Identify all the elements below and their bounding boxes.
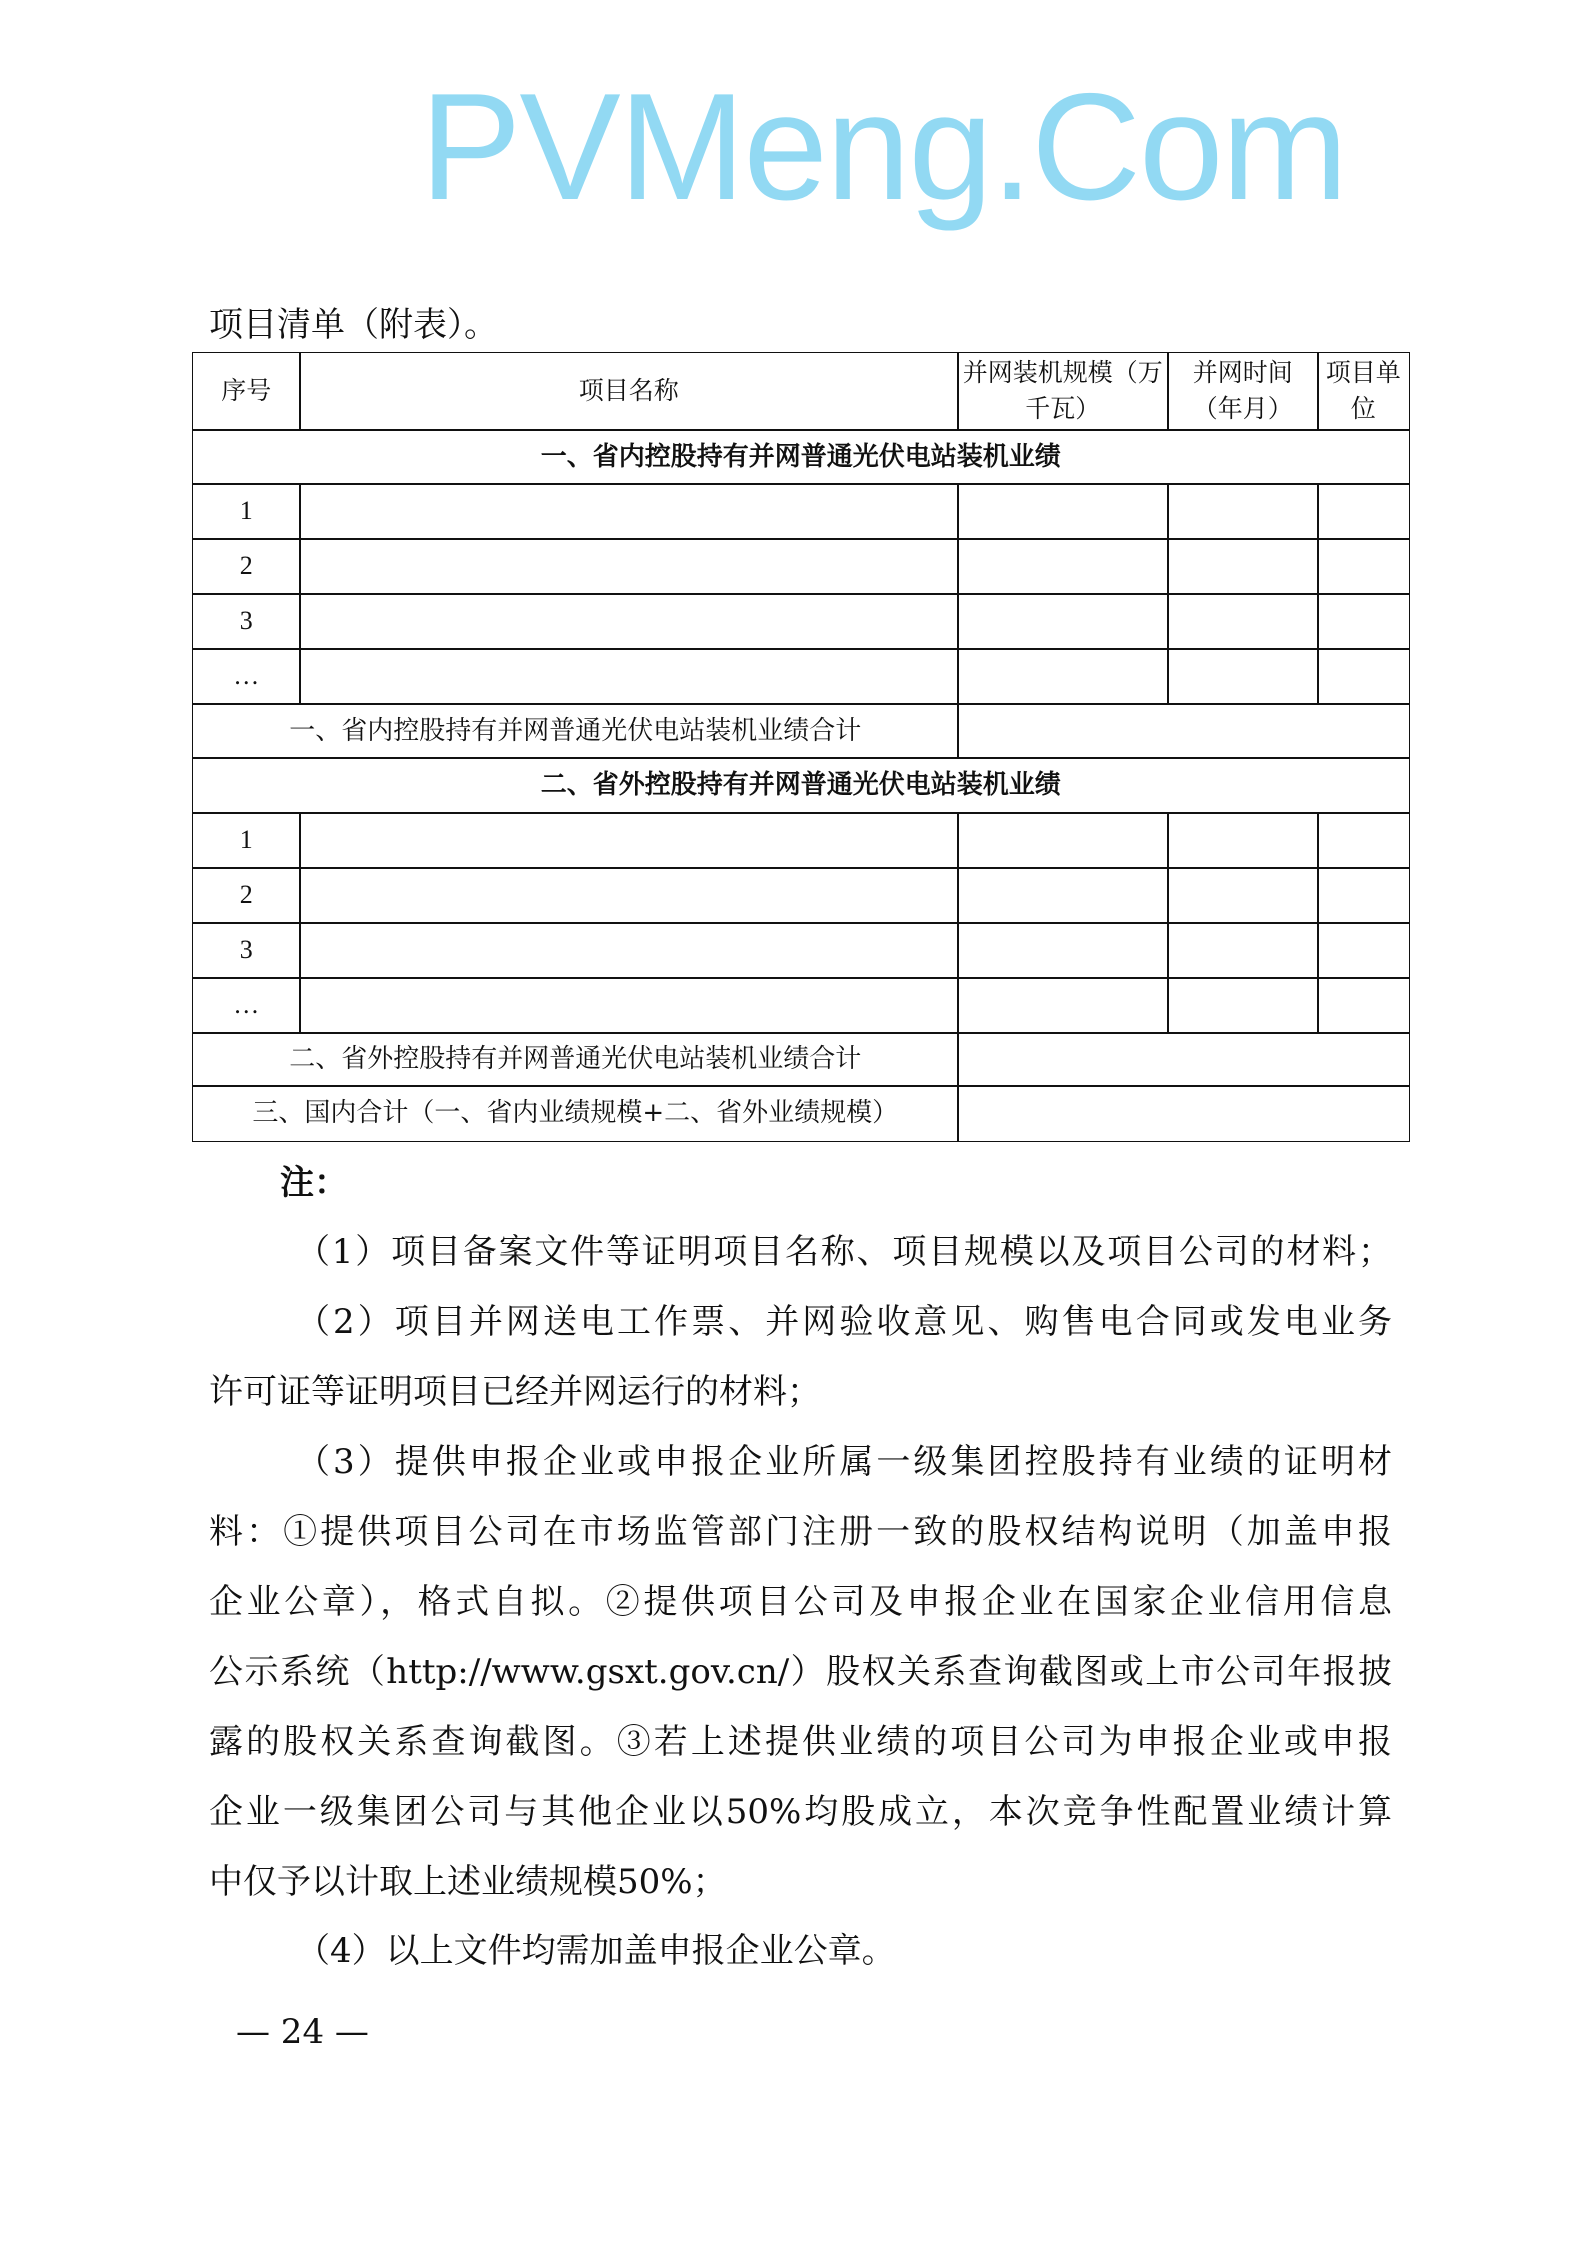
row-number: 3	[192, 922, 301, 979]
note-line: 许可证等证明项目已经并网运行的材料；	[209, 1372, 821, 1412]
table-cell	[1167, 977, 1319, 1034]
table-cell	[1167, 538, 1319, 595]
note-line: （3）提供申报企业或申报企业所属一级集团控股持有业绩的证明材	[296, 1442, 1392, 1482]
table-cell	[299, 922, 959, 979]
note-line: 企业一级集团公司与其他企业以50%均股成立，本次竞争性配置业绩计算	[209, 1792, 1392, 1832]
table-cell	[299, 867, 959, 924]
table-cell	[1167, 922, 1319, 979]
table-cell	[1167, 648, 1319, 705]
table-cell	[957, 483, 1169, 540]
note-line: 公示系统（http://www.gsxt.gov.cn/）股权关系查询截图或上市公司年报披	[209, 1652, 1392, 1692]
table-cell	[957, 922, 1169, 979]
row-number: …	[192, 977, 301, 1034]
table-cell	[1317, 977, 1410, 1034]
table-cell	[299, 977, 959, 1034]
note-line: 企业公章），格式自拟。②提供项目公司及申报企业在国家企业信用信息	[209, 1582, 1392, 1622]
row-number: …	[192, 648, 301, 705]
table-cell	[1317, 867, 1410, 924]
section-total-label: 一、省内控股持有并网普通光伏电站装机业绩合计	[192, 703, 959, 759]
notes-label: 注：	[280, 1163, 348, 1203]
section-title: 一、省内控股持有并网普通光伏电站装机业绩	[192, 429, 1410, 485]
row-number: 3	[192, 593, 301, 650]
table-cell	[1167, 483, 1319, 540]
table-cell	[957, 812, 1169, 869]
note-line: 料：①提供项目公司在市场监管部门注册一致的股权结构说明（加盖申报	[209, 1512, 1392, 1552]
table-cell	[957, 867, 1169, 924]
table-header: 序号	[192, 352, 301, 431]
page-number: — 24 —	[236, 2012, 369, 2052]
section-total-label: 二、省外控股持有并网普通光伏电站装机业绩合计	[192, 1032, 959, 1087]
table-cell	[957, 538, 1169, 595]
section-title: 二、省外控股持有并网普通光伏电站装机业绩	[192, 757, 1410, 814]
row-number: 1	[192, 483, 301, 540]
table-cell	[957, 977, 1169, 1034]
table-cell	[957, 593, 1169, 650]
row-number: 2	[192, 538, 301, 595]
table-cell	[299, 812, 959, 869]
table-header: 项目单位	[1317, 352, 1410, 431]
intro-line: 项目清单（附表）。	[209, 305, 498, 345]
table-cell	[1317, 922, 1410, 979]
table-cell	[299, 648, 959, 705]
section-total-value	[957, 703, 1410, 759]
table-cell	[1317, 538, 1410, 595]
section-total-value	[957, 1032, 1410, 1087]
note-line: （1）项目备案文件等证明项目名称、项目规模以及项目公司的材料；	[296, 1232, 1392, 1272]
note-line: 露的股权关系查询截图。③若上述提供业绩的项目公司为申报企业或申报	[209, 1722, 1392, 1762]
table-cell	[299, 538, 959, 595]
table-cell	[1317, 648, 1410, 705]
note-line: 中仅予以计取上述业绩规模50%；	[209, 1862, 727, 1902]
table-header: 并网时间（年月）	[1167, 352, 1319, 431]
table-cell	[299, 593, 959, 650]
table-cell	[1167, 812, 1319, 869]
table-cell	[957, 648, 1169, 705]
table-cell	[1167, 867, 1319, 924]
watermark: PVMeng.Com	[420, 62, 1347, 232]
row-number: 2	[192, 867, 301, 924]
table-cell	[299, 483, 959, 540]
table-header: 项目名称	[299, 352, 959, 431]
row-number: 1	[192, 812, 301, 869]
table-cell	[1317, 812, 1410, 869]
table-cell	[1317, 483, 1410, 540]
table-cell	[1317, 593, 1410, 650]
table-cell	[1167, 593, 1319, 650]
note-line: （4）以上文件均需加盖申报企业公章。	[296, 1931, 896, 1971]
table-header: 并网装机规模（万千瓦）	[957, 352, 1169, 431]
project-list-table	[192, 352, 1408, 1140]
note-line: （2）项目并网送电工作票、并网验收意见、购售电合同或发电业务	[296, 1302, 1392, 1342]
grand-total-label: 三、国内合计（一、省内业绩规模+二、省外业绩规模）	[192, 1085, 959, 1142]
grand-total-value	[957, 1085, 1410, 1142]
